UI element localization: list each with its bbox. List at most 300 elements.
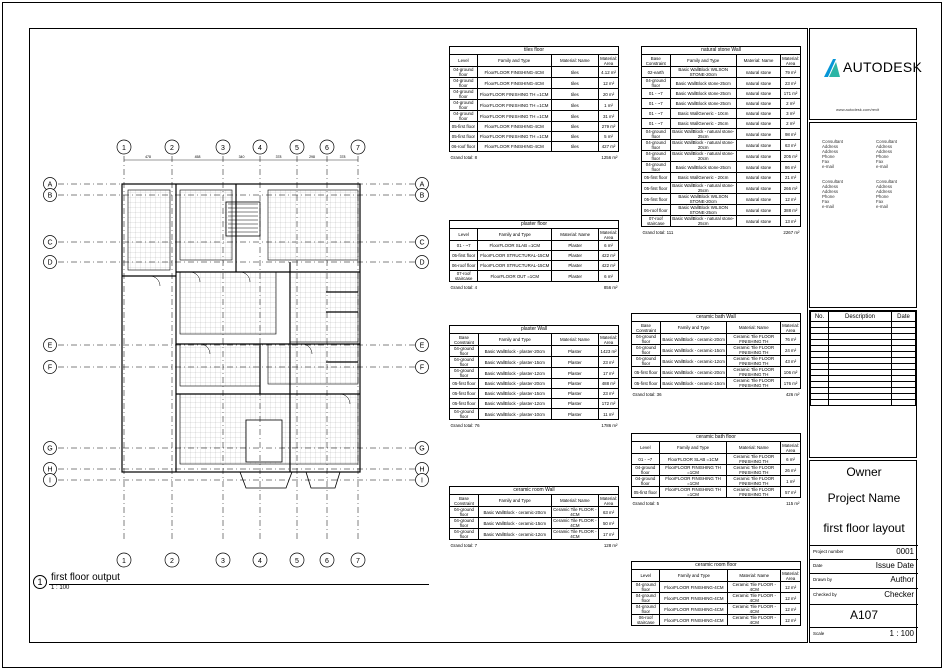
table-cell: Plaster [551, 368, 599, 379]
schedule-ceramic-bath-floor[interactable] [631, 433, 801, 508]
grid-letter-right: E [419, 342, 425, 350]
schedule-grand-total: Grand total: 5 [632, 500, 660, 506]
table-row[interactable] [450, 241, 619, 251]
table-cell: 57 m² [781, 487, 801, 498]
schedule-column-header: Family and Type [478, 334, 551, 346]
table-row[interactable] [632, 582, 801, 593]
schedule-column-header: Material: Area [600, 495, 617, 506]
table-cell: Ceramic Tile FLOOR - 4CM [551, 518, 599, 529]
table-cell: Basic WallGeneric - 10cm [670, 109, 736, 119]
table-cell: Basic WallBlock WILSON STONE-25cm [670, 205, 736, 216]
table-cell: FloorFLOOR FINISHING-4CM [660, 604, 728, 615]
table-cell: 04-ground floor [450, 100, 478, 111]
schedule-column-header: Base Constraint [642, 55, 671, 67]
table-row[interactable] [632, 465, 801, 476]
schedule-column-header: Level [450, 55, 478, 67]
schedule-column-header: Family and Type [477, 55, 551, 67]
table-cell: tiles [551, 78, 599, 89]
table-row[interactable] [632, 345, 801, 356]
grid-letter-right: C [419, 239, 425, 247]
table-cell: natural stone [736, 173, 780, 183]
dimension-label: 340 [238, 155, 245, 159]
table-cell: Basic WallBlock - natural stone-20cm [670, 140, 736, 151]
schedule-title: plaster floor [450, 221, 619, 229]
table-cell: 5 m² [599, 132, 619, 142]
table-cell: Basic WallBlock - plaster-20cm [478, 346, 551, 357]
project-number-row [810, 545, 918, 558]
table-cell: Ceramic Tile FLOOR FINISHING TH [727, 454, 781, 465]
table-cell: natural stone [736, 67, 780, 78]
schedule-total-value: 856 m² [603, 284, 618, 290]
consultant-block: Consultant Address Address Phone Fax e-mail [822, 139, 843, 169]
table-cell: 279 m² [599, 122, 619, 132]
checked-by-value[interactable]: Checker [884, 590, 914, 599]
table-row[interactable] [450, 409, 619, 420]
table-row[interactable] [450, 389, 619, 399]
table-cell: Ceramic Tile FLOOR - 4CM [551, 529, 599, 540]
room-floor-tiles [290, 272, 358, 342]
grid-number-top: 5 [295, 145, 299, 152]
table-row[interactable] [450, 379, 619, 389]
table-cell: natural stone [736, 205, 780, 216]
table-row[interactable] [450, 507, 619, 518]
table-cell: Basic WallBlock stone-25cm [670, 162, 736, 173]
schedule-tiles-floor[interactable] [449, 46, 619, 162]
table-cell: Basic WallBlock - ceramic-20cm [478, 507, 551, 518]
schedule-total-value: 128 m² [603, 542, 618, 548]
table-cell: Ceramic Tile FLOOR - 4CM [728, 615, 781, 626]
table-cell: natural stone [736, 183, 780, 194]
table-cell: Basic WallBlock - ceramic-20cm [660, 367, 727, 378]
table-cell: 86 m² [781, 162, 801, 173]
sheet-number[interactable]: A107 [810, 604, 918, 628]
table-cell: FloorFLOOR FINISHING-4CM [477, 142, 551, 152]
table-cell: 06-roof staircase [632, 615, 660, 626]
table-cell: tiles [551, 111, 599, 122]
table-cell: Basic WallBlock - plaster-15cm [478, 357, 551, 368]
table-cell: Ceramic Tile FLOOR FINISHING TH [727, 465, 781, 476]
table-row[interactable] [642, 205, 801, 216]
schedule-column-header: Family and Type [660, 322, 727, 334]
table-cell: Basic WallBlock - natural stone-25cm [670, 216, 736, 227]
table-cell: Basic WallBlock - plaster-12cm [478, 399, 551, 409]
grid-number-top: 3 [221, 145, 225, 152]
table-cell: 05-first floor [632, 367, 661, 378]
schedule-column-header: Material: Name [736, 55, 780, 67]
table-cell: Basic WallBlock WILSON STONE-20cm [670, 194, 736, 205]
grid-number-bottom: 3 [221, 558, 225, 565]
table-row[interactable] [642, 109, 801, 119]
table-cell: Plaster [552, 261, 599, 271]
table-cell: 63 m² [599, 507, 619, 518]
table-cell: 12 m² [781, 604, 801, 615]
schedule-column-header: Material: Name [727, 442, 781, 454]
grid-number-top: 7 [356, 145, 360, 152]
grid-letter-right: G [419, 445, 425, 453]
table-cell: 63 m² [781, 140, 801, 151]
table-cell: natural stone [736, 216, 780, 227]
logo-text: AUTODESK [843, 59, 923, 75]
table-cell: 79 m² [781, 67, 801, 78]
consultant-block: Consultant Address Address Phone Fax e-mail [876, 179, 897, 209]
drawn-by-label: Drawn by [813, 577, 833, 582]
table-cell: 04-ground floor [450, 89, 478, 100]
table-cell: 31 m² [599, 111, 619, 122]
table-cell: FloorFLOOR FINISHING-4CM [477, 122, 551, 132]
table-cell: FloorFLOOR FINISHING-4CM [660, 615, 728, 626]
table-cell: 12 m² [781, 615, 801, 626]
table-cell: Plaster [551, 389, 599, 399]
table-cell: 01 - ~7 [642, 89, 671, 99]
table-cell: 05-first floor [450, 251, 478, 261]
table-row[interactable] [632, 604, 801, 615]
table-cell: 05-first floor [632, 487, 660, 498]
consultant-block: Consultant Address Address Phone Fax e-mail [876, 139, 897, 169]
table-cell: Basic WallBlock - natural stone-25cm [670, 129, 736, 140]
table-row[interactable] [642, 194, 801, 205]
table-cell: 2 m² [781, 99, 801, 109]
table-cell: natural stone [736, 140, 780, 151]
table-cell: Plaster [552, 241, 599, 251]
dimension-label: 378 [339, 155, 346, 159]
table-cell: FloorFLOOR FINISHING-4CM [477, 67, 551, 78]
table-cell: Basic WallBlock stone-25cm [670, 89, 736, 99]
table-row[interactable] [642, 67, 801, 78]
table-cell: 01 - ~7 [642, 109, 671, 119]
table-cell: 04-ground floor [450, 507, 479, 518]
table-row[interactable] [450, 399, 619, 409]
schedule-column-header: Material: Area [782, 442, 799, 453]
table-cell: natural stone [736, 129, 780, 140]
grid-letter-right: D [419, 259, 425, 267]
table-row[interactable] [450, 271, 619, 282]
table-cell: 23 m² [599, 357, 619, 368]
schedule-title: ceramic bath Wall [632, 314, 801, 322]
table-cell: Basic WallBlock - plaster-15cm [478, 389, 551, 399]
schedule-column-header: Material: Name [727, 322, 781, 334]
schedule-column-header: Material: Name [552, 229, 599, 241]
table-cell: Ceramic Tile FLOOR FINISHING TH [727, 345, 781, 356]
table-row[interactable] [642, 173, 801, 183]
schedule-natural-stone-wall[interactable] [641, 46, 801, 237]
table-cell: 04-ground floor [450, 409, 479, 420]
schedule-plaster-wall[interactable] [449, 325, 619, 430]
table-cell: FloorFLOOR FINISHING TH =1CM [477, 89, 551, 100]
table-row[interactable] [632, 593, 801, 604]
table-row[interactable] [632, 334, 801, 345]
sheet-name[interactable]: first floor layout [823, 521, 905, 535]
grid-number-bottom: 1 [122, 558, 126, 565]
schedule-grand-total: Grand total: 8 [450, 154, 478, 160]
table-cell: 05-first floor [642, 183, 671, 194]
table-cell: 12 m² [781, 593, 801, 604]
table-cell: 04-ground floor [450, 346, 479, 357]
grid-number-top: 2 [170, 145, 174, 152]
table-cell: Basic WallBlock - ceramic-15cm [660, 378, 727, 389]
table-cell: 05-first floor [642, 194, 671, 205]
table-row[interactable] [632, 454, 801, 465]
table-row[interactable] [642, 216, 801, 227]
project-name[interactable]: Project Name [827, 491, 901, 505]
table-cell: Plaster [551, 399, 599, 409]
table-cell: Basic WallBlock stone-25cm [670, 78, 736, 89]
table-cell: 3 m² [781, 109, 801, 119]
table-cell: Basic WallBlock - plaster-12cm [478, 368, 551, 379]
schedule-title: ceramic bath floor [632, 434, 801, 442]
table-cell: 12 m² [781, 194, 801, 205]
table-row[interactable] [632, 615, 801, 626]
table-row[interactable] [450, 346, 619, 357]
table-cell: Ceramic Tile FLOOR FINISHING TH [727, 476, 781, 487]
table-cell: 17 m² [599, 368, 619, 379]
grid-letter-right: I [421, 477, 423, 485]
table-row[interactable] [450, 261, 619, 271]
table-cell: 23 m² [781, 78, 801, 89]
table-cell: Plaster [551, 357, 599, 368]
table-cell: FloorFLOOR FINISHING TH =1CM [477, 132, 551, 142]
schedule-column-header: Base Constraint [450, 495, 479, 507]
floor-plan-drawing [40, 132, 440, 572]
table-cell: 172 m² [599, 399, 619, 409]
schedule-column-header: Level [450, 229, 478, 241]
grid-number-top: 6 [325, 145, 329, 152]
grid-number-bottom: 2 [170, 558, 174, 565]
table-cell: Plaster [551, 409, 599, 420]
table-cell: 05-first floor [450, 379, 479, 389]
grid-number-top: 4 [258, 145, 262, 152]
view-number: 1 [33, 575, 47, 589]
table-cell: FloorFLOOR SLAB =1CM [659, 454, 727, 465]
room-floor-tiles [128, 190, 170, 270]
table-row[interactable] [632, 378, 801, 389]
drawn-by-row [810, 573, 918, 586]
table-cell: 04-ground floor [632, 345, 661, 356]
grid-letter-left: C [47, 239, 53, 247]
table-row[interactable] [450, 132, 619, 142]
table-cell: natural stone [736, 89, 780, 99]
schedule-total-value: 2267 m² [783, 229, 800, 235]
table-cell: 04-ground floor [632, 465, 660, 476]
table-cell: 05-first floor [450, 389, 479, 399]
table-cell: 2 m² [781, 119, 801, 129]
table-row[interactable] [632, 476, 801, 487]
table-cell: 05-first floor [450, 132, 478, 142]
checked-by-row [810, 588, 918, 601]
view-name[interactable]: first floor output [51, 572, 120, 583]
schedule-grand-total: Grand total: 111 [642, 229, 674, 235]
schedule-column-header: Material: Name [551, 334, 599, 346]
grid-letter-left: B [47, 192, 53, 200]
schedule-grand-total: Grand total: 4 [450, 284, 478, 290]
table-cell: Ceramic Tile FLOOR - 4CM [728, 582, 781, 593]
owner-label[interactable]: Owner [846, 465, 882, 479]
table-cell: 205 m² [781, 151, 801, 162]
table-cell: Basic WallBlock - natural stone-20cm [670, 151, 736, 162]
table-row[interactable] [642, 119, 801, 129]
schedule-total-value: 1786 m² [601, 422, 618, 428]
table-row[interactable] [642, 183, 801, 194]
rev-header-no: No. [811, 312, 829, 322]
table-cell: Ceramic Tile FLOOR - 4CM [551, 507, 599, 518]
grid-letter-left: G [47, 445, 53, 453]
grid-letter-right: H [419, 466, 425, 474]
table-row[interactable] [642, 78, 801, 89]
date-value[interactable]: Issue Date [875, 561, 914, 570]
table-cell: Ceramic Tile FLOOR - 4CM [728, 593, 781, 604]
table-cell: 50 m² [599, 518, 619, 529]
titleblock-logo-panel [809, 28, 923, 120]
table-cell: 12 m² [781, 582, 801, 593]
scale-label: Scale [813, 631, 825, 636]
table-row[interactable] [450, 142, 619, 152]
table-row[interactable] [450, 251, 619, 261]
table-row[interactable] [450, 529, 619, 540]
table-cell: 07-roof staircase [450, 271, 478, 282]
table-cell: 6 m² [781, 454, 801, 465]
table-cell: Basic WallBlock - natural stone-25cm [670, 183, 736, 194]
table-row[interactable] [450, 368, 619, 379]
schedule-column-header: Family and Type [659, 442, 727, 454]
table-cell: 1423 m² [599, 346, 619, 357]
table-cell: Basic WallGeneric - 25cm [670, 119, 736, 129]
table-cell: 07-roof staircase [642, 216, 671, 227]
schedule-ceramic-room-wall[interactable] [449, 486, 619, 550]
table-cell: Ceramic Tile FLOOR FINISHING TH [727, 487, 781, 498]
table-row[interactable] [642, 129, 801, 140]
table-cell: 488 m² [599, 379, 619, 389]
titleblock-info-panel [809, 460, 917, 643]
table-cell: 04-ground floor [642, 78, 671, 89]
floor-plan-view[interactable] [40, 132, 440, 572]
table-cell: 04-ground floor [632, 476, 660, 487]
schedule-column-header: Material: Area [600, 55, 617, 66]
table-cell: natural stone [736, 194, 780, 205]
table-row[interactable] [450, 89, 619, 100]
table-cell: 04-ground floor [632, 356, 661, 367]
table-cell: FloorFLOOR SLAB =1CM [478, 241, 552, 251]
checked-by-label: Checked by [813, 592, 837, 597]
table-cell: 01 - ~7 [450, 241, 478, 251]
schedule-title: ceramic room Wall [450, 487, 619, 495]
table-cell: 04-ground floor [450, 67, 478, 78]
table-row[interactable] [450, 111, 619, 122]
room-floor-tiles [180, 190, 232, 260]
table-row[interactable] [632, 367, 801, 378]
table-cell: 01 - ~7 [642, 119, 671, 129]
table-cell: 76 m² [781, 334, 801, 345]
schedule-ceramic-room-floor[interactable] [631, 561, 801, 626]
project-number-value[interactable]: 0001 [896, 547, 914, 556]
table-cell: tiles [551, 100, 599, 111]
consultants-panel [809, 122, 917, 308]
table-cell: FloorFLOOR FINISHING-4CM [477, 78, 551, 89]
table-row[interactable] [450, 78, 619, 89]
schedule-column-header: Material: Area [600, 229, 617, 240]
table-cell: tiles [551, 142, 599, 152]
table-cell: 01 - ~7 [642, 99, 671, 109]
table-row[interactable] [642, 99, 801, 109]
schedule-ceramic-bath-wall[interactable] [631, 313, 801, 399]
table-cell: tiles [551, 122, 599, 132]
table-cell: Basic WallBlock stone-25cm [670, 99, 736, 109]
revisions-panel [809, 310, 917, 458]
schedule-title: plaster Wall [450, 326, 619, 334]
table-row[interactable] [642, 151, 801, 162]
table-cell: natural stone [736, 119, 780, 129]
schedule-column-header: Level [632, 442, 660, 454]
table-cell: natural stone [736, 162, 780, 173]
table-cell: Plaster [551, 379, 599, 389]
table-cell: 13 m² [781, 216, 801, 227]
table-cell: FloorFLOOR FINISHING TH =1CM [659, 487, 727, 498]
schedule-grand-total: Grand total: 36 [632, 391, 662, 397]
room-floor-tiles [180, 272, 276, 334]
table-cell: tiles [551, 67, 599, 78]
table-cell: natural stone [736, 151, 780, 162]
table-row[interactable] [642, 140, 801, 151]
dimension-label: 298 [309, 155, 315, 159]
schedule-plaster-floor[interactable] [449, 220, 619, 292]
rev-header-date: Date [892, 312, 916, 322]
table-cell: 422 m² [599, 261, 619, 271]
schedule-grand-total: Grand total: 76 [450, 422, 480, 428]
table-cell: Basic WallBlock - ceramic-15cm [660, 345, 727, 356]
table-cell: 04-ground floor [642, 151, 671, 162]
table-cell: FloorFLOOR FINISHING-4CM [660, 593, 728, 604]
consultant-block: Consultant Address Address Phone Fax e-mail [822, 179, 843, 209]
grid-number-bottom: 4 [258, 558, 262, 565]
revision-row[interactable] [811, 400, 916, 406]
schedule-column-header: Family and Type [670, 55, 736, 67]
room-floor-tiles [268, 190, 358, 260]
table-cell: 171 m² [781, 89, 801, 99]
view-scale: 1 : 100 [51, 585, 70, 591]
table-cell: Plaster [552, 271, 599, 282]
table-row[interactable] [450, 100, 619, 111]
table-row[interactable] [642, 89, 801, 99]
table-row[interactable] [450, 122, 619, 132]
schedule-column-header: Material: Area [782, 570, 799, 581]
grid-letter-right: A [419, 181, 425, 189]
table-cell: 422 m² [599, 251, 619, 261]
drawn-by-value[interactable]: Author [890, 575, 914, 584]
table-row[interactable] [632, 487, 801, 498]
table-cell: 6 m² [599, 271, 619, 282]
table-row[interactable] [642, 162, 801, 173]
schedule-column-header: Base Constraint [632, 322, 661, 334]
table-cell: 176 m² [781, 378, 801, 389]
table-cell: 04-ground floor [632, 582, 660, 593]
schedule-column-header: Material: Area [600, 334, 617, 345]
table-cell: natural stone [736, 99, 780, 109]
table-row[interactable] [632, 356, 801, 367]
table-row[interactable] [450, 67, 619, 78]
table-row[interactable] [450, 518, 619, 529]
table-cell: Basic WallBlock - ceramic-15cm [478, 518, 551, 529]
grid-letter-left: H [47, 466, 53, 474]
table-cell: 266 m² [781, 183, 801, 194]
table-cell: FloorFLOOR FINISHING TH =1CM [659, 476, 727, 487]
table-row[interactable] [450, 357, 619, 368]
table-cell: 05-first floor [632, 378, 661, 389]
table-cell: 4.12 m² [599, 67, 619, 78]
table-cell: 11 m² [599, 409, 619, 420]
table-cell: Ceramic Tile FLOOR FINISHING TH [727, 367, 781, 378]
table-cell: 04-ground floor [642, 129, 671, 140]
table-cell: 20 m² [599, 89, 619, 100]
table-cell: 427 m² [599, 142, 619, 152]
grid-number-bottom: 5 [295, 558, 299, 565]
